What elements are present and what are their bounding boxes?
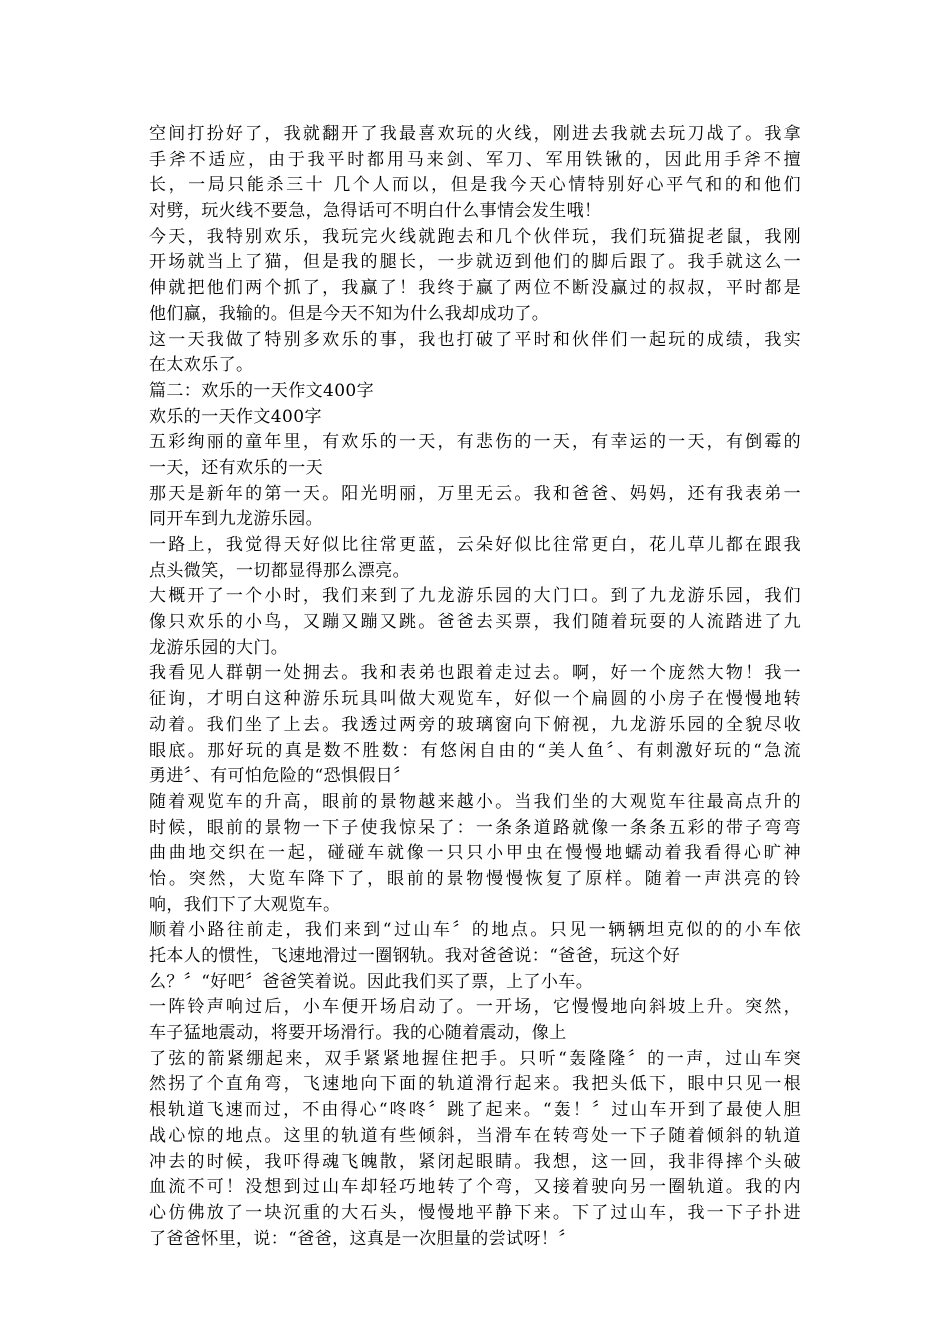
text-line: 根轨道飞速而过，不由得心“咚咚〞跳了起来。“轰！〞过山车开到了最使人胆: [149, 1100, 801, 1121]
text-line: 五彩绚丽的童年里，有欢乐的一天，有悲伤的一天，有幸运的一天，有倒霉的: [149, 432, 801, 453]
text-line: 然拐了个直角弯，飞速地向下面的轨道滑行起来。我把头低下，眼中只见一根: [149, 1074, 801, 1095]
text-line: 么？〞“好吧〞爸爸笑着说。因此我们买了票，上了小车。: [149, 971, 594, 992]
text-line: 一路上，我觉得天好似比往常更蓝，云朵好似比往常更白，花儿草儿都在跟我: [149, 535, 801, 555]
text-line: 冲去的时候，我吓得魂飞魄散，紧闭起眼睛。我想，这一回，我非得摔个头破: [149, 1151, 801, 1172]
text-line: 托本人的惯性，飞速地滑过一圈钢轨。我对爸爸说：“爸爸，玩这个好: [149, 946, 681, 966]
text-line: 长，一局只能杀三十 几个人而以，但是我今天心情特别好心平气和的和他们: [149, 175, 801, 196]
text-line: 我看见人群朝一处拥去。我和表弟也跟着走过去。啊，好一个庞然大物！我一: [149, 663, 801, 684]
text-line: 征询，才明白这种游乐玩具叫做大观览车，好似一个扁圆的小房子在慢慢地转: [149, 689, 801, 710]
text-line: 随着观览车的升高，眼前的景物越来越小。当我们坐的大观览车往最高点升的: [149, 791, 801, 812]
text-line: 战心惊的地点。这里的轨道有些倾斜，当滑车在转弯处一下子随着倾斜的轨道: [149, 1125, 801, 1146]
text-line: 点头微笑，一切都显得那么漂亮。: [149, 560, 410, 581]
text-line: 开场就当上了猫，但是我的腿长，一步就迈到他们的脚后跟了。我手就这么一: [149, 252, 801, 273]
text-line: 今天，我特别欢乐，我玩完火线就跑去和几个伙伴玩，我们玩猫捉老鼠，我刚: [149, 226, 801, 247]
text-line: 大概开了一个小时，我们来到了九龙游乐园的大门口。到了九龙游乐园，我们: [149, 586, 801, 607]
essay-text: [149, 122, 801, 1252]
text-line: 伸就把他们两个抓了，我赢了！我终于赢了两位不断没赢过的叔叔，平时都是: [149, 278, 801, 299]
text-line: 勇进〞、有可怕危险的“恐惧假日〞: [149, 766, 411, 787]
text-line: 响，我们下了大观览车。: [149, 894, 341, 915]
text-line: 手斧不适应，由于我平时都用马来剑、军刀、军用铁锹的，因此用手斧不擅: [149, 149, 801, 170]
text-line: 像只欢乐的小鸟，又蹦又蹦又跳。爸爸去买票，我们随着玩耍的人流踏进了九: [149, 612, 801, 633]
text-line: 这一天我做了特别多欢乐的事，我也打破了平时和伙伴们一起玩的成绩，我实: [149, 329, 801, 350]
text-line: 怡。突然，大览车降下了，眼前的景物慢慢恢复了原样。随着一声洪亮的铃: [149, 868, 801, 889]
text-line: 龙游乐园的大门。: [149, 637, 289, 658]
text-line: 他们赢，我输的。但是今天不知为什么我却成功了。: [149, 303, 550, 324]
text-line: 同开车到九龙游乐园。: [149, 509, 323, 530]
text-line: 动着。我们坐了上去。我透过两旁的玻璃窗向下俯视，九龙游乐园的全貌尽收: [149, 714, 801, 735]
text-line: 眼底。那好玩的真是数不胜数：有悠闲自由的“美人鱼〞、有刺激好玩的“急流: [149, 740, 801, 761]
text-line: 血流不可！没想到过山车却轻巧地转了个弯，又接着驶向另一圈轨道。我的内: [149, 1177, 801, 1198]
text-line: 时候，眼前的景物一下子使我惊呆了：一条条道路就像一条条五彩的带子弯弯: [149, 817, 801, 838]
text-line: 了弦的箭紧绷起来，双手紧紧地握住把手。只听“轰隆隆〞的一声，过山车突: [149, 1048, 801, 1069]
text-line: 车子猛地震动，将要开场滑行。我的心随着震动，像上: [149, 1023, 567, 1044]
text-line: 篇二：欢乐的一天作文400字: [149, 380, 375, 401]
text-line: 顺着小路往前走，我们来到“过山车〞的地点。只见一辆辆坦克似的的小车依: [149, 920, 801, 941]
text-line: 在太欢乐了。: [149, 355, 254, 376]
text-line: 那天是新年的第一天。阳光明丽，万里无云。我和爸爸、妈妈，还有我表弟一: [149, 483, 801, 504]
text-line: 心仿佛放了一块沉重的大石头，慢慢地平静下来。下了过山车，我一下子扑进: [149, 1202, 801, 1223]
text-line: 曲曲地交织在一起，碰碰车就像一只只小甲虫在慢慢地蠕动着我看得心旷神: [149, 843, 801, 864]
text-line: 空间打扮好了，我就翻开了我最喜欢玩的火线，刚进去我就去玩刀战了。我拿: [149, 124, 801, 144]
text-line: 欢乐的一天作文400字: [149, 406, 322, 427]
text-line: 对劈，玩火线不要急，急得话可不明白什么事情会发生哦！: [149, 201, 602, 222]
text-line: 一天，还有欢乐的一天: [149, 457, 323, 478]
text-line: 一阵铃声响过后，小车便开场启动了。一开场，它慢慢地向斜坡上升。突然，: [149, 997, 801, 1018]
text-line: 了爸爸怀里，说：“爸爸，这真是一次胆量的尝试呀！〞: [149, 1228, 576, 1249]
